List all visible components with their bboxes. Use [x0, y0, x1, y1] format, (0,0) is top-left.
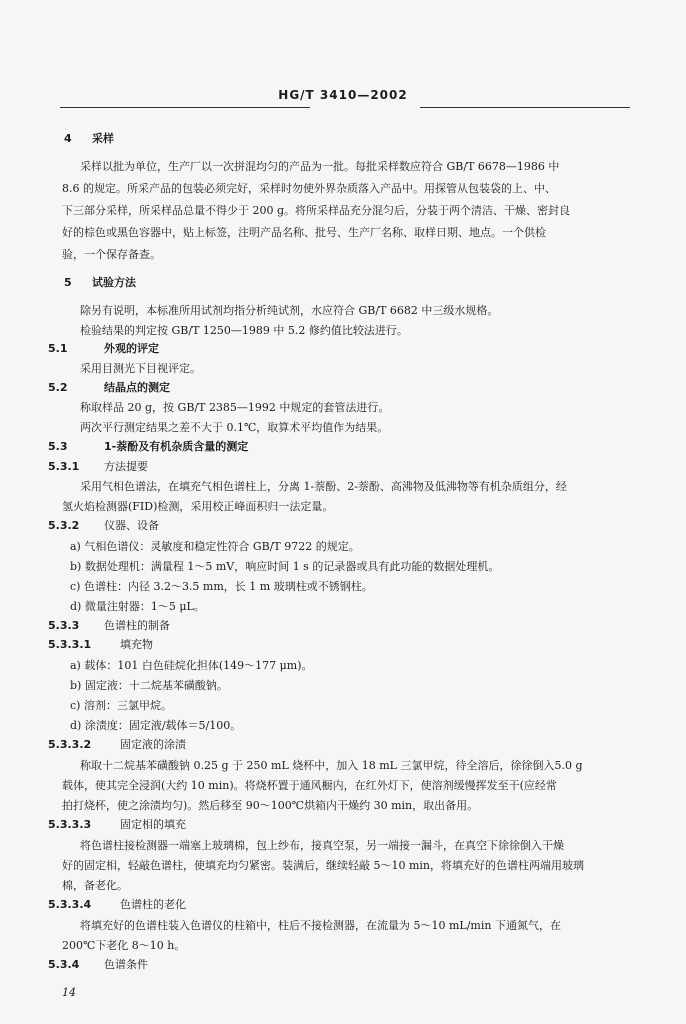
section-number: 5.3.3.2	[48, 738, 92, 751]
section-title: 方法提要	[104, 460, 148, 473]
paragraph-line: 采用目测光下目视评定。	[80, 362, 201, 375]
section-title: 外观的评定	[104, 342, 159, 355]
list-item: c) 溶剂：三氯甲烷。	[70, 699, 172, 712]
section-number: 4	[64, 132, 72, 145]
section-heading-5-2	[48, 381, 170, 394]
paragraph-line: 拍打烧杯，使之涂渍均匀)。然后移至 90～100℃烘箱内干燥约 30 min，取出备用。	[62, 799, 479, 812]
section-title: 仪器、设备	[104, 519, 159, 532]
section-number: 5.3.3.3	[48, 818, 92, 831]
section-number: 5.3.2	[48, 519, 80, 532]
section-heading-5-1	[48, 342, 159, 355]
paragraph-line: 好的棕色或黑色容器中，贴上标签，注明产品名称、批号、生产厂名称、取样日期、地点。一个供检	[62, 226, 546, 239]
paragraph-line: 棉，备老化。	[62, 879, 128, 892]
section-number: 5.3.1	[48, 460, 80, 473]
list-item: d) 涂渍度：固定液/载体＝5/100。	[70, 719, 242, 732]
paragraph-line: 将填充好的色谱柱装入色谱仪的柱箱中，柱后不接检测器，在流量为 5～10 mL/min 下通氮气，在	[80, 919, 561, 932]
paragraph-line: 载体，使其完全浸润(大约 10 min)。将烧杯置于通风橱内，在红外灯下，使溶剂缓慢挥发至干(应经常	[62, 779, 557, 792]
list-item: a) 载体：101 白色硅烷化担体(149～177 μm)。	[70, 659, 313, 672]
section-title: 固定相的填充	[120, 818, 186, 831]
list-item: b) 数据处理机：满量程 1～5 mV，响应时间 1 s 的记录器或具有此功能的数据处理机。	[70, 560, 500, 573]
section-number: 5.2	[48, 381, 68, 394]
paragraph-line: 两次平行测定结果之差不大于 0.1℃，取算术平均值作为结果。	[80, 421, 389, 434]
section-number: 5.1	[48, 342, 68, 355]
section-title: 固定液的涂渍	[120, 738, 186, 751]
section-heading-5-3-1	[48, 460, 148, 473]
paragraph-line: 称取样品 20 g，按 GB/T 2385—1992 中规定的套管法进行。	[80, 401, 390, 414]
standard-code-header: HG/T 3410—2002	[278, 88, 408, 102]
list-item: c) 色谱柱：内径 3.2～3.5 mm，长 1 m 玻璃柱或不锈钢柱。	[70, 580, 373, 593]
section-heading-5-3-3-1	[48, 638, 153, 651]
section-number: 5.3.3	[48, 619, 80, 632]
section-heading-5-3	[48, 440, 248, 453]
list-item: b) 固定液：十二烷基苯磺酸钠。	[70, 679, 228, 692]
section-number: 5.3.4	[48, 958, 80, 971]
paragraph-line: 200℃下老化 8～10 h。	[62, 939, 186, 952]
section-title: 色谱柱的制备	[104, 619, 170, 632]
section-number: 5.3	[48, 440, 68, 453]
header-rule-left	[60, 107, 310, 108]
paragraph-line: 8.6 的规定。所采产品的包装必须完好，采样时勿使外界杂质落入产品中。用探管从包装袋的上、中、	[62, 182, 556, 195]
section-number: 5.3.3.1	[48, 638, 92, 651]
section-heading-5-3-3-3	[48, 818, 186, 831]
paragraph-line: 好的固定相，轻敲色谱柱，使填充均匀紧密。装满后，继续轻敲 5～10 min，将填充好的色谱柱两端用玻璃	[62, 859, 585, 872]
list-item: a) 气相色谱仪：灵敏度和稳定性符合 GB/T 9722 的规定。	[70, 540, 360, 553]
section-title: 色谱柱的老化	[120, 898, 186, 911]
section-number: 5.3.3.4	[48, 898, 92, 911]
section-title: 采样	[92, 132, 114, 145]
section-number: 5	[64, 276, 72, 289]
header-rule-right	[420, 107, 630, 108]
paragraph-line: 称取十二烷基苯磺酸钠 0.25 g 于 250 mL 烧杯中，加入 18 mL 三氯甲烷，待全溶后，徐徐倒入5.0 g	[80, 759, 583, 772]
paragraph-line: 除另有说明，本标准所用试剂均指分析纯试剂，水应符合 GB/T 6682 中三级水规格。	[80, 304, 499, 317]
section-title: 结晶点的测定	[104, 381, 170, 394]
page-number: 14	[62, 986, 76, 999]
section-title: 1-萘酚及有机杂质含量的测定	[104, 440, 249, 453]
paragraph-line: 验，一个保存备查。	[62, 248, 161, 261]
section-heading-4	[64, 132, 114, 145]
section-heading-5	[64, 276, 136, 289]
paragraph-line: 下三部分采样，所采样品总量不得少于 200 g。将所采样品充分混匀后，分装于两个清洁、干燥、密封良	[62, 204, 571, 217]
section-heading-5-3-3-4	[48, 898, 186, 911]
paragraph-line: 采样以批为单位，生产厂以一次拼混均匀的产品为一批。每批采样数应符合 GB/T 6678—1986 中	[80, 160, 560, 173]
paragraph-line: 检验结果的判定按 GB/T 1250—1989 中 5.2 修约值比较法进行。	[80, 324, 408, 337]
paragraph-line: 采用气相色谱法，在填充气相色谱柱上，分离 1-萘酚、2-萘酚、高沸物及低沸物等有机杂质组分，经	[80, 480, 567, 493]
section-title: 填充物	[120, 638, 153, 651]
paragraph-line: 将色谱柱接检测器一端塞上玻璃棉，包上纱布，接真空泵，另一端接一漏斗，在真空下徐徐倒入干燥	[80, 839, 564, 852]
section-title: 试验方法	[92, 276, 136, 289]
paragraph-line: 氢火焰检测器(FID)检测，采用校正峰面积归一法定量。	[62, 500, 334, 513]
section-heading-5-3-3	[48, 619, 170, 632]
section-title: 色谱条件	[104, 958, 148, 971]
list-item: d) 微量注射器：1～5 μL。	[70, 600, 205, 613]
section-heading-5-3-3-2	[48, 738, 186, 751]
section-heading-5-3-2	[48, 519, 159, 532]
section-heading-5-3-4	[48, 958, 148, 971]
